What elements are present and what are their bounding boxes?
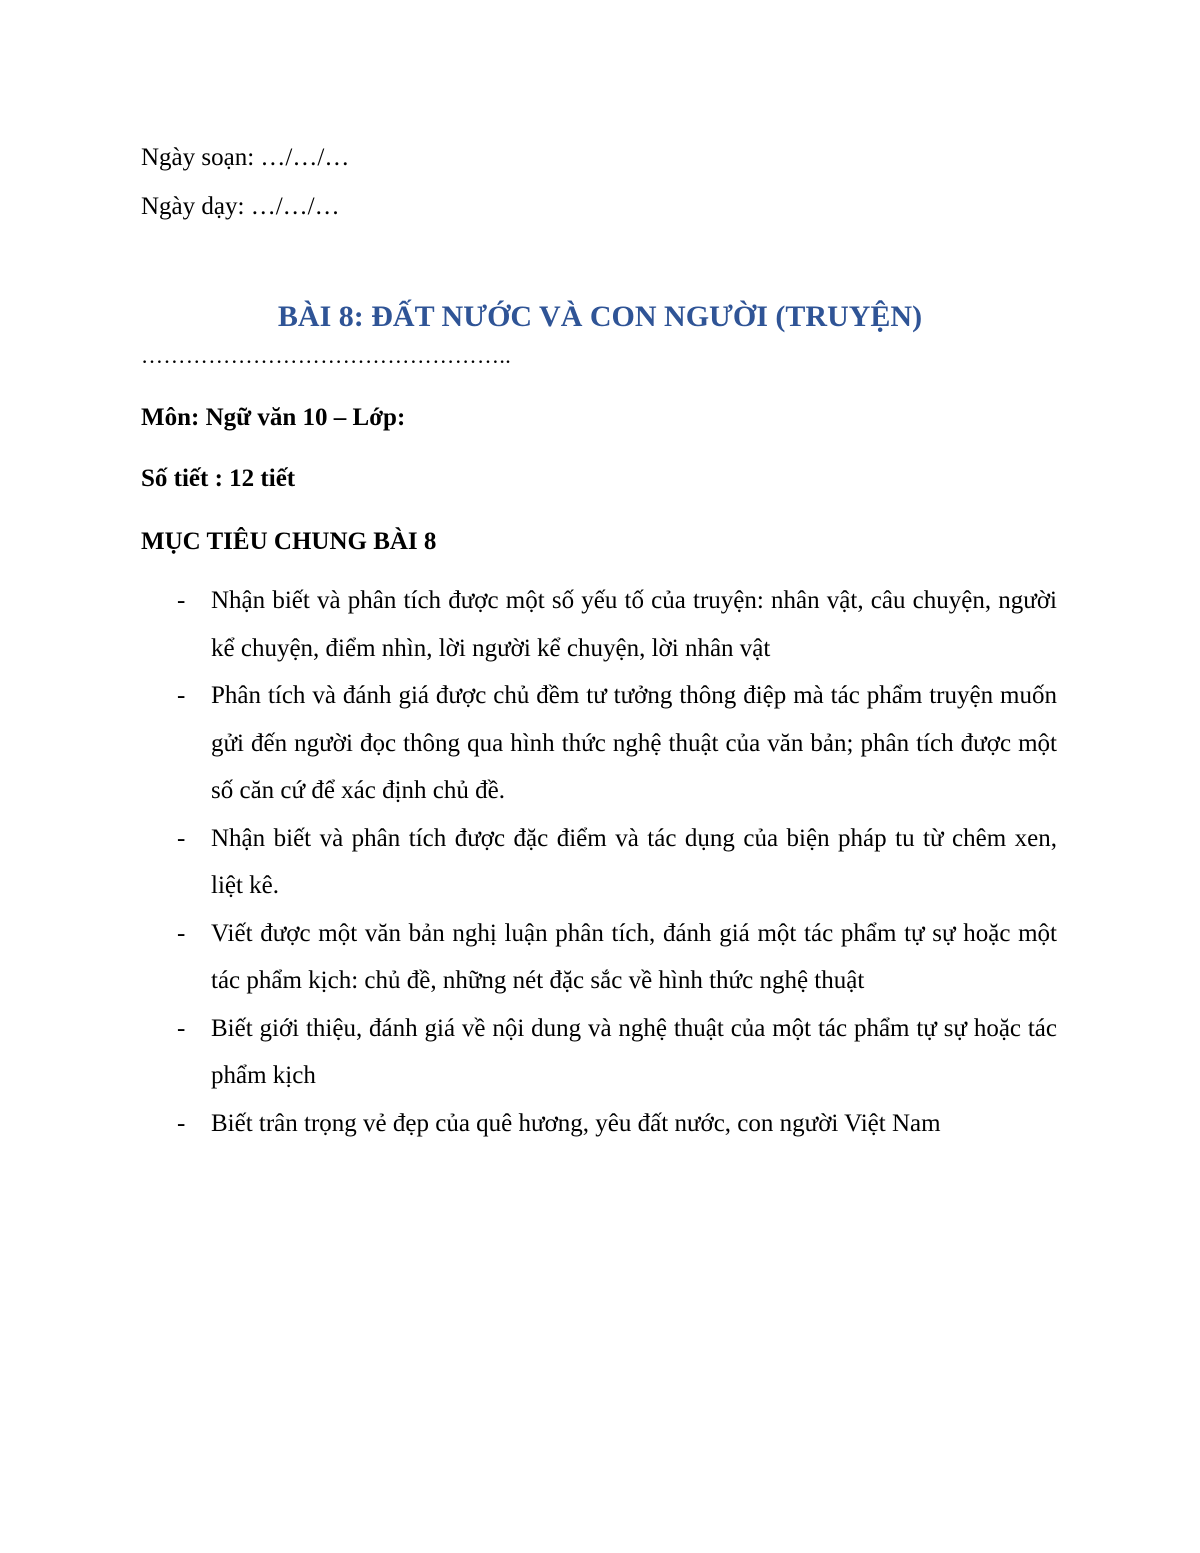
- objective-text: Biết giới thiệu, đánh giá về nội dung và nghệ thuật của một tác phẩm tự sự hoặc tác phẩm kịch: [211, 1014, 1057, 1089]
- objective-item: [141, 1005, 1057, 1100]
- dotted-line: …………………………………………..: [141, 343, 512, 368]
- periods-line: Số tiết : 12 tiết: [141, 465, 296, 492]
- bullet-dash: -: [177, 587, 186, 614]
- date-created: Ngày soạn: …/…/…: [141, 144, 350, 171]
- bullet-dash: -: [177, 1014, 186, 1042]
- objective-item: [141, 910, 1057, 1005]
- date-taught: Ngày dạy: …/…/…: [141, 193, 340, 220]
- objective-item: [141, 815, 1057, 910]
- bullet-dash: -: [177, 919, 186, 947]
- subject-line: Môn: Ngữ văn 10 – Lớp:: [141, 404, 406, 431]
- objective-text: Viết được một văn bản nghị luận phân tích, đánh giá một tác phẩm tự sự hoặc một tác phẩm kịch: chủ đề, những nét đặc sắc về hình thức nghệ thuật: [211, 919, 1057, 994]
- objectives-heading: MỤC TIÊU CHUNG BÀI 8: [141, 528, 437, 555]
- objective-text: Phân tích và đánh giá được chủ đềm tư tưởng thông điệp mà tác phẩm truyện muốn gửi đến người đọc thông qua hình thức nghệ thuật của văn bản; phân tích được một số căn cứ để xác định chủ đề.: [211, 682, 1057, 804]
- bullet-dash: -: [177, 1109, 186, 1137]
- objectives-list: [141, 577, 1057, 1147]
- objective-text: Biết trân trọng vẻ đẹp của quê hương, yêu đất nước, con người Việt Nam: [211, 1109, 941, 1137]
- objective-item: [141, 1100, 1057, 1148]
- objective-text: Nhận biết và phân tích được một số yếu tố của truyện: nhân vật, câu chuyện, người kể chuyện, điểm nhìn, lời người kể chuyện, lời nhân vật: [211, 587, 1057, 662]
- objective-item: [141, 672, 1057, 815]
- lesson-title: BÀI 8: ĐẤT NƯỚC VÀ CON NGƯỜI (TRUYỆN): [277, 300, 923, 333]
- objective-text: Nhận biết và phân tích được đặc điểm và tác dụng của biện pháp tu từ chêm xen, liệt kê.: [211, 824, 1057, 899]
- bullet-dash: -: [177, 682, 186, 709]
- bullet-dash: -: [177, 824, 186, 852]
- objective-item: [141, 577, 1057, 672]
